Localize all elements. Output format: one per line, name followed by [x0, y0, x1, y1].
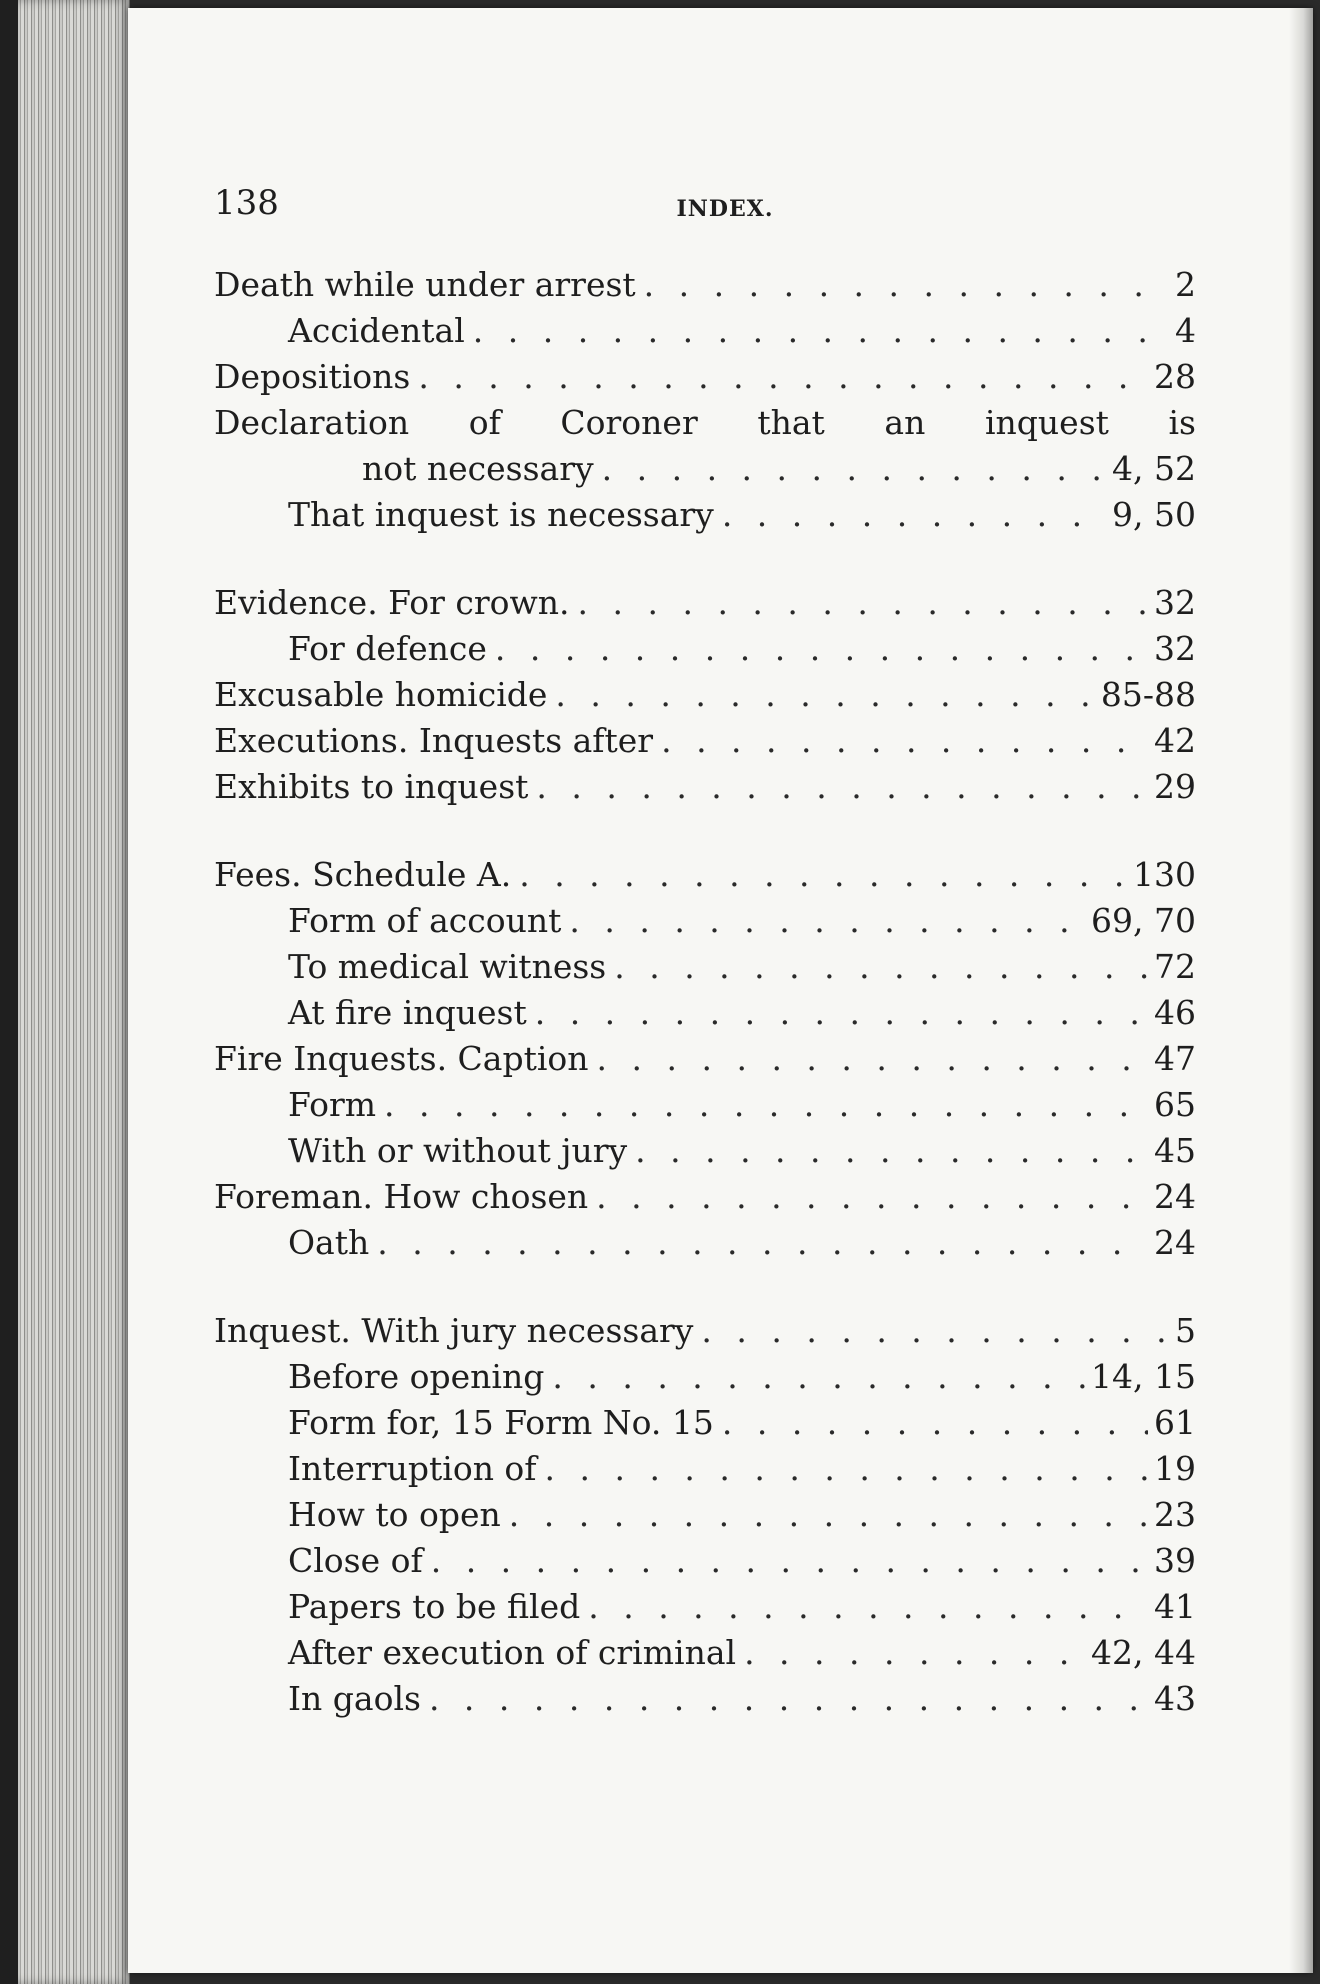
index-entry-label: Evidence. For crown.: [214, 583, 570, 622]
index-entry: [214, 400, 1196, 446]
index-entry-label: Excusable homicide: [214, 675, 548, 714]
dot-leader: [545, 1446, 1148, 1492]
index-entry-pages: 45: [1154, 1131, 1196, 1170]
index-entry: [214, 1036, 1196, 1082]
index-entry: [214, 354, 1196, 400]
index-section: [214, 580, 1196, 810]
index-entry-pages: 85-88: [1100, 675, 1196, 714]
index-section: [214, 1308, 1196, 1722]
dot-leader: [722, 492, 1106, 538]
dot-leader: [635, 1128, 1148, 1174]
dot-leader: [722, 1400, 1148, 1446]
index-entry: [214, 1538, 1196, 1584]
index-entry: [214, 446, 1196, 492]
index-entry: [214, 1492, 1196, 1538]
index-entry-label: Fees. Schedule A.: [214, 855, 512, 894]
index-entry: [214, 1220, 1196, 1266]
index-entry-label: Form: [288, 1085, 377, 1124]
dot-leader: [429, 1676, 1148, 1722]
page-gutter-shadow: [1289, 8, 1313, 1973]
index-entry: [214, 852, 1196, 898]
index-entry-pages: 41: [1154, 1587, 1196, 1626]
dot-leader: [535, 990, 1148, 1036]
index-entry-label: For defence: [288, 629, 487, 668]
dot-leader: [509, 1492, 1148, 1538]
index-entry-label: After execution of criminal: [288, 1633, 737, 1672]
index-entry: [214, 626, 1196, 672]
index-entry-pages: 43: [1154, 1679, 1196, 1718]
dot-leader: [701, 1308, 1169, 1354]
dot-leader: [473, 308, 1169, 354]
index-entry-pages: 28: [1154, 357, 1196, 396]
index-entry: [214, 1128, 1196, 1174]
index-entry-pages: 42, 44: [1091, 1633, 1196, 1672]
index-entry: [214, 1630, 1196, 1676]
dot-leader: [555, 672, 1094, 718]
book-shadow: [0, 0, 18, 1984]
dot-leader: [597, 1036, 1148, 1082]
index-entry-pages: 69, 70: [1091, 901, 1196, 940]
index-entry: [214, 1082, 1196, 1128]
index-entry: [214, 1584, 1196, 1630]
index-entry-label: Accidental: [288, 311, 465, 350]
index-entry-label: Close of: [288, 1541, 423, 1580]
index-entry-label: Form for, 15 Form No. 15: [288, 1403, 714, 1442]
index-entry-label: Foreman. How chosen: [214, 1177, 589, 1216]
index-entry-label: Papers to be filed: [288, 1587, 581, 1626]
dot-leader: [536, 764, 1148, 810]
index-entry-pages: 14, 15: [1091, 1357, 1196, 1396]
dot-leader: [418, 354, 1148, 400]
index-entry-label: Executions. Inquests after: [214, 721, 654, 760]
index-entry: [214, 944, 1196, 990]
dot-leader: [552, 1354, 1085, 1400]
dot-leader: [614, 944, 1148, 990]
index-entry-pages: 24: [1154, 1223, 1196, 1262]
dot-leader: [384, 1082, 1148, 1128]
index-entry: [214, 262, 1196, 308]
page-header: [214, 178, 1196, 228]
index-section: [214, 262, 1196, 538]
index-entry-pages: 5: [1175, 1311, 1196, 1350]
index-entry: [214, 990, 1196, 1036]
index-entry-pages: 65: [1154, 1085, 1196, 1124]
index-entry-label: At fire inquest: [288, 993, 527, 1032]
index-entry-pages: 2: [1175, 265, 1196, 304]
index-entry-label: In gaols: [288, 1679, 421, 1718]
index-entry: [214, 718, 1196, 764]
index-entry-pages: 39: [1154, 1541, 1196, 1580]
index-entry-label: That inquest is necessary: [288, 495, 714, 534]
dot-leader: [644, 262, 1169, 308]
index-entry: [214, 1174, 1196, 1220]
index-entry-label: Exhibits to inquest: [214, 767, 529, 806]
index-entry: [214, 580, 1196, 626]
index-entry-label: To medical witness: [288, 947, 607, 986]
index-entry-label: Oath: [288, 1223, 370, 1262]
index-entry-pages: 42: [1154, 721, 1196, 760]
index-entry-pages: 46: [1154, 993, 1196, 1032]
index-entry-label: Death while under arrest: [214, 265, 636, 304]
running-head: INDEX.: [676, 196, 774, 222]
dot-leader: [569, 898, 1085, 944]
index-list: [214, 262, 1196, 1764]
dot-leader: [744, 1630, 1085, 1676]
index-entry-label: Declaration of Coroner that an inquest is: [214, 403, 1196, 442]
index-entry: [214, 1446, 1196, 1492]
index-entry-label: Before opening: [288, 1357, 545, 1396]
index-entry-pages: 32: [1154, 629, 1196, 668]
index-entry-label: How to open: [288, 1495, 501, 1534]
index-entry-pages: 24: [1154, 1177, 1196, 1216]
index-entry-pages: 29: [1154, 767, 1196, 806]
index-entry-label: not necessary: [362, 449, 594, 488]
book-fore-edge: [0, 0, 130, 1984]
index-entry-pages: 130: [1133, 855, 1196, 894]
index-entry: [214, 1308, 1196, 1354]
index-entry: [214, 672, 1196, 718]
index-entry-pages: 4: [1175, 311, 1196, 350]
index-entry: [214, 898, 1196, 944]
dot-leader: [596, 1174, 1148, 1220]
index-section: [214, 852, 1196, 1266]
index-entry: [214, 1676, 1196, 1722]
index-entry-pages: 32: [1154, 583, 1196, 622]
index-entry-label: Inquest. With jury necessary: [214, 1311, 694, 1350]
dot-leader: [588, 1584, 1148, 1630]
dot-leader: [519, 852, 1127, 898]
index-entry-pages: 61: [1154, 1403, 1196, 1442]
index-entry-pages: 4, 52: [1112, 449, 1196, 488]
index-entry-label: Form of account: [288, 901, 562, 940]
dot-leader: [602, 446, 1106, 492]
index-entry-pages: 9, 50: [1112, 495, 1196, 534]
index-entry-label: Interruption of: [288, 1449, 537, 1488]
dot-leader: [495, 626, 1148, 672]
index-entry-pages: 23: [1154, 1495, 1196, 1534]
dot-leader: [578, 580, 1148, 626]
index-entry: [214, 492, 1196, 538]
index-entry: [214, 1400, 1196, 1446]
index-entry-label: Fire Inquests. Caption: [214, 1039, 589, 1078]
index-entry-pages: 47: [1154, 1039, 1196, 1078]
dot-leader: [661, 718, 1148, 764]
dot-leader: [431, 1538, 1148, 1584]
index-entry: [214, 764, 1196, 810]
page-number: 138: [214, 183, 279, 223]
index-entry-label: With or without jury: [288, 1131, 628, 1170]
index-entry-label: Depositions: [214, 357, 411, 396]
index-entry-pages: 72: [1154, 947, 1196, 986]
index-entry-pages: 19: [1154, 1449, 1196, 1488]
index-entry: [214, 1354, 1196, 1400]
index-entry: [214, 308, 1196, 354]
dot-leader: [377, 1220, 1148, 1266]
